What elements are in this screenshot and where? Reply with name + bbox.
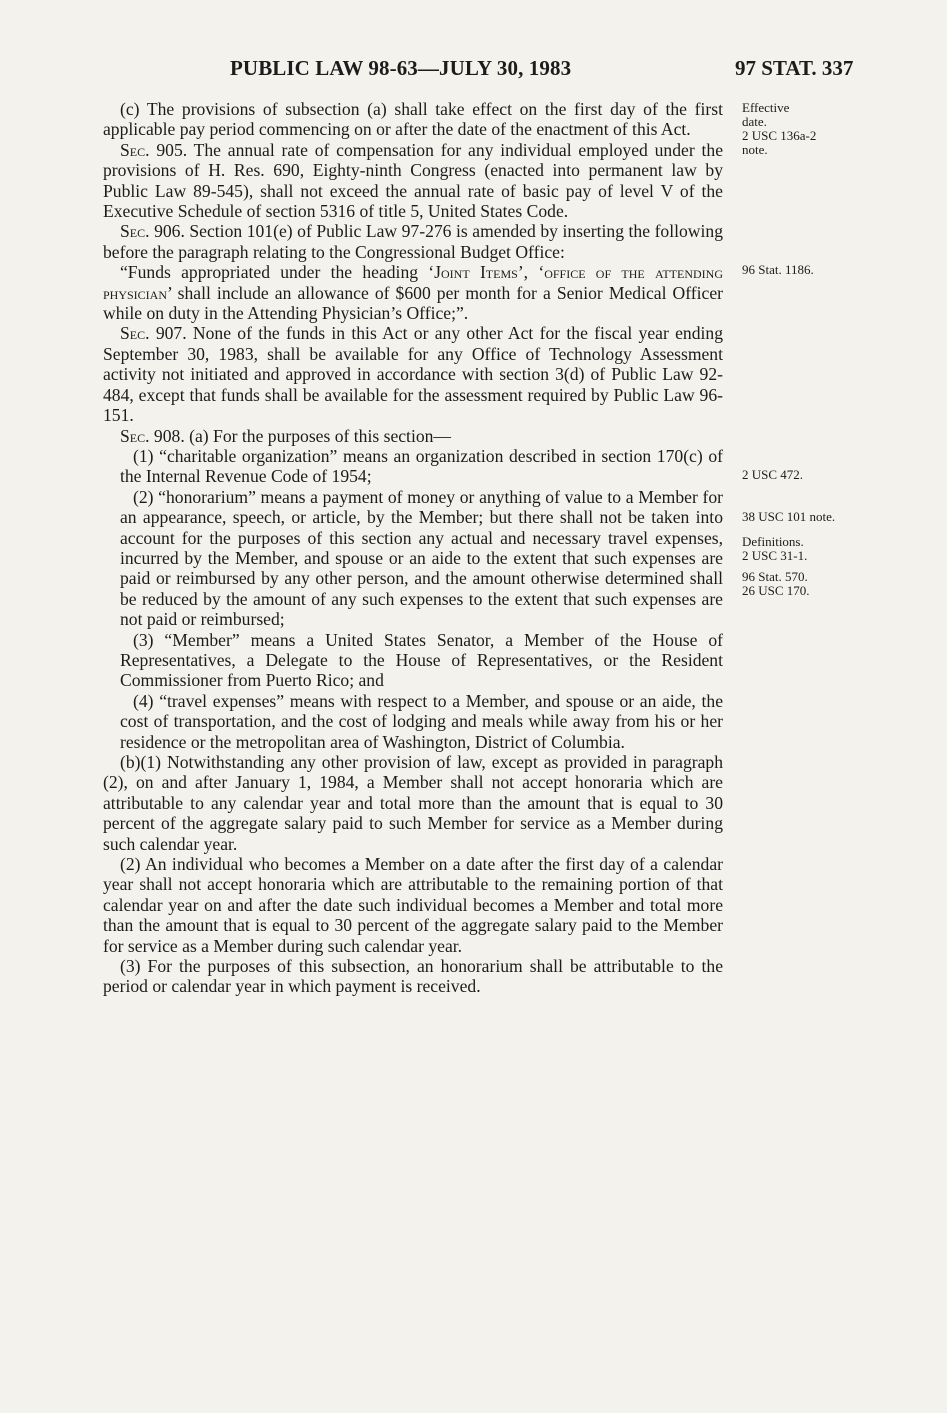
section-text: 905. The annual rate of compensation for any individual employed under the provisions of H. Res. 690, Eighty-ninth Congress (enacted into permanent law by Public Law 89-545), shall not exceed the annual rate of basic pay of level V of the Executive Schedule of section 5316 of title 5, United States Code. [103,139,723,222]
margin-note-2-usc-472: 2 USC 472. [742,467,804,482]
section-paragraph [103,140,723,222]
section-label: Sec. [120,323,150,344]
definition-item: (4) “travel expenses” means with respect to a Member, and spouse or an aide, the cost of transportation, and the cost of lodging and meals while away from his or her residence or the metropolitan area of Washington, District of Columbia. [120,690,723,752]
section-text: 906. Section 101(e) of Public Law 97-276 is amended by inserting the following before the paragraph relating to the Congressional Budget Office: [103,221,723,262]
definition-item: (3) “Member” means a United States Senator, a Member of the House of Representatives, a Delegate to the House of Representatives, or the Resident Commissioner from Puerto Rico; and [120,629,723,691]
quote-fragment: Joint Items [434,262,518,283]
paragraph: (2) An individual who becomes a Member on a date after the first day of a calendar year shall not accept honoraria which are attributable to the remaining portion of that calendar year on and after the date such individual becomes a Member and total more than the amount that is equal to 30 percent of the aggregate salary paid to the Member for service as a Member during such calendar year. [103,854,723,956]
section-paragraph [103,221,723,262]
page-header-title: PUBLIC LAW 98-63—JULY 30, 1983 [230,56,572,80]
quote-fragment: office of the attending physician [103,262,723,303]
margin-note-38-usc-101: 38 USC 101 note. [742,509,836,524]
quote-fragment: “Funds appropriated under the heading ‘ [120,262,435,283]
page-header-stat: 97 STAT. 337 [735,56,854,80]
section-paragraph [103,323,723,425]
section-label: Sec. [120,139,150,160]
body-text [103,99,723,997]
margin-note-96-stat-570: 96 Stat. 570. 26 USC 170. [742,569,810,598]
paragraph: (c) The provisions of subsection (a) shall take effect on the first day of the first applicable pay period commencing on or after the date of the enactment of this Act. [103,99,723,140]
section-paragraph [103,426,723,446]
paragraph: (3) For the purposes of this subsection, an honorarium shall be attributable to the period or calendar year in which payment is received. [103,956,723,997]
section-text: 908. (a) For the purposes of this section— [149,425,452,446]
definition-item: (2) “honorarium” means a payment of money or anything of value to a Member for an appearance, speech, or article, by the Member; but there shall not be taken into account for the purposes of this section any actual and necessary travel expenses, incurred by the Member, and spouse or an aide to the extent that such expenses are paid or reimbursed by any other person, and the amount otherwise determined shall be reduced by the amount of any such expenses to the extent that such expenses are not paid or reimbursed; [120,486,723,630]
section-text: 907. None of the funds in this Act or any other Act for the fiscal year ending September 30, 1983, shall be available for any Office of Technology Assessment activity not initiated and approved in accordance with section 3(d) of Public Law 92-484, except that funds shall be available for the assessment required by Public Law 96-151. [103,323,723,426]
margin-note-effective-date: Effective date. 2 USC 136a-2 note. [742,100,817,157]
paragraph: (b)(1) Notwithstanding any other provision of law, except as provided in paragraph (2), on and after January 1, 1984, a Member shall not accept honoraria which are attributable to any calendar year and total more than the amount that is equal to 30 percent of the aggregate salary paid to such Member for service as a Member during such calendar year. [103,752,723,854]
definition-item: (1) “charitable organization” means an organization described in section 170(c) of the Internal Revenue Code of 1954; [120,445,723,487]
quote-fragment: ’, ‘ [517,262,545,283]
quote-fragment: ’ shall include an allowance of $600 per month for a Senior Medical Officer while on duty in the Attending Physician’s Office;”. [103,282,723,324]
section-label: Sec. [120,221,150,242]
margin-note-definitions: Definitions. 2 USC 31-1. [742,534,808,563]
quoted-amendment [103,262,723,323]
margin-note-96-stat-1186: 96 Stat. 1186. [742,262,814,277]
section-label: Sec. [120,425,150,446]
